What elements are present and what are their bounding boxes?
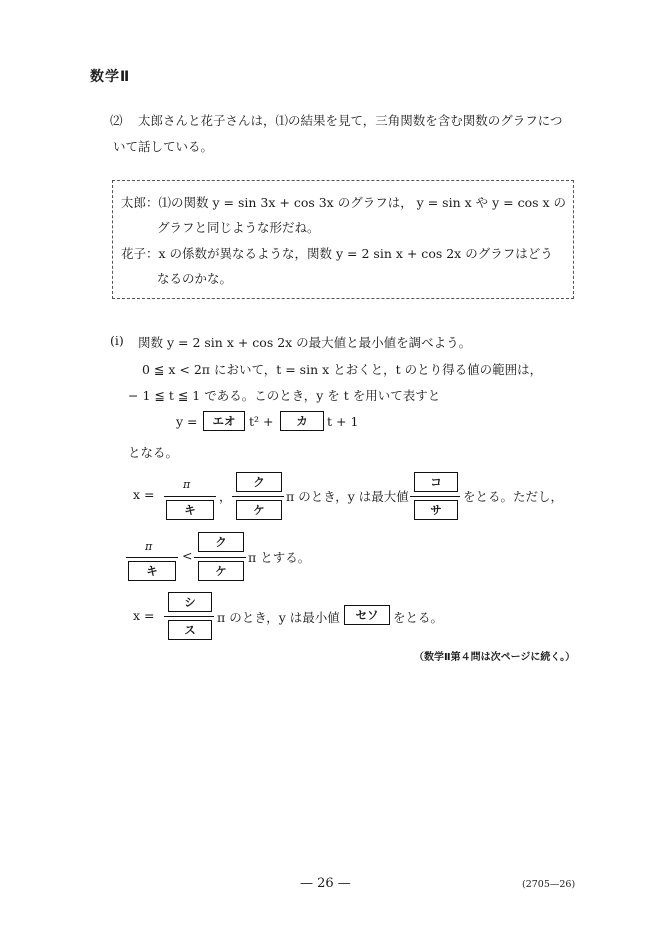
- max-after-text: をとる。ただし，: [463, 489, 564, 504]
- fraction-bar-5: [194, 557, 246, 558]
- part-label: (i): [110, 333, 124, 348]
- naru-text: となる。: [128, 445, 179, 460]
- answer-box-su[interactable]: ス: [168, 620, 212, 640]
- problem-number: ⑵: [110, 113, 123, 128]
- fraction-bar-3: [410, 496, 460, 497]
- intro-line-2: いて話している。: [113, 139, 214, 154]
- part-line-1: 関数 y = 2 sin x + cos 2x の最大値と最小値を調べよう。: [138, 335, 472, 350]
- x-eq-min: x =: [133, 608, 155, 623]
- section-title: 数学Ⅱ: [90, 69, 131, 85]
- answer-box-ke-2[interactable]: ケ: [198, 561, 244, 581]
- part-line-3: − 1 ≦ t ≦ 1 である。このとき，y を t を用いて表すと: [128, 388, 441, 403]
- fraction-bar-1: [164, 496, 216, 497]
- pi-numerator-2: π: [145, 540, 153, 553]
- intro-line-1: 太郎さんと花子さんは，⑴の結果を見て，三角関数を含む関数のグラフにつ: [138, 113, 563, 128]
- hanako-line-2: なるのかな。: [157, 271, 233, 286]
- dialog-box: [112, 180, 574, 299]
- equation-t-plus-1: t + 1: [327, 414, 359, 429]
- answer-box-ki[interactable]: キ: [166, 500, 214, 520]
- max-text: π のとき，y は最大値: [286, 489, 409, 504]
- equation-t2: t² +: [249, 414, 274, 429]
- part-line-2: 0 ≦ x < 2π において，t = sin x とおくと，t のとり得る値の範囲は，: [142, 362, 543, 377]
- answer-box-ku[interactable]: ク: [236, 472, 282, 492]
- suru-text: π とする。: [248, 550, 311, 565]
- answer-box-ke[interactable]: ケ: [236, 500, 282, 520]
- min-after-text: をとる。: [393, 610, 444, 625]
- fraction-bar-2: [232, 496, 284, 497]
- comma: ，: [219, 489, 232, 504]
- x-eq-max: x =: [133, 487, 155, 502]
- less-than: <: [182, 548, 193, 563]
- fraction-bar-6: [164, 616, 214, 617]
- answer-box-eo[interactable]: エオ: [203, 411, 245, 431]
- answer-box-seso[interactable]: セソ: [344, 605, 390, 625]
- answer-box-shi[interactable]: シ: [168, 592, 212, 612]
- pi-numerator-1: π: [183, 478, 191, 491]
- taro-line-2: グラフと同じような形だね。: [157, 220, 320, 235]
- answer-box-ko[interactable]: コ: [414, 472, 458, 492]
- min-text: π のとき，y は最小値: [217, 610, 340, 625]
- taro-line-1: 太郎：⑴の関数 y = sin 3x + cos 3x のグラフは， y = sin x や y = cos x の: [121, 195, 567, 210]
- answer-box-ki-2[interactable]: キ: [128, 561, 176, 581]
- equation-y-eq: y =: [176, 414, 198, 429]
- continue-note: （数学Ⅱ第４問は次ページに続く。）: [414, 652, 576, 663]
- answer-box-ka[interactable]: カ: [280, 411, 324, 431]
- hanako-line-1: 花子：x の係数が異なるような，関数 y = 2 sin x + cos 2x のグラフはどう: [121, 246, 553, 261]
- page-number: — 26 —: [300, 876, 351, 891]
- answer-box-ku-2[interactable]: ク: [198, 532, 244, 552]
- answer-box-sa[interactable]: サ: [414, 500, 458, 520]
- page-code: (2705—26): [522, 879, 576, 890]
- fraction-bar-4: [126, 557, 178, 558]
